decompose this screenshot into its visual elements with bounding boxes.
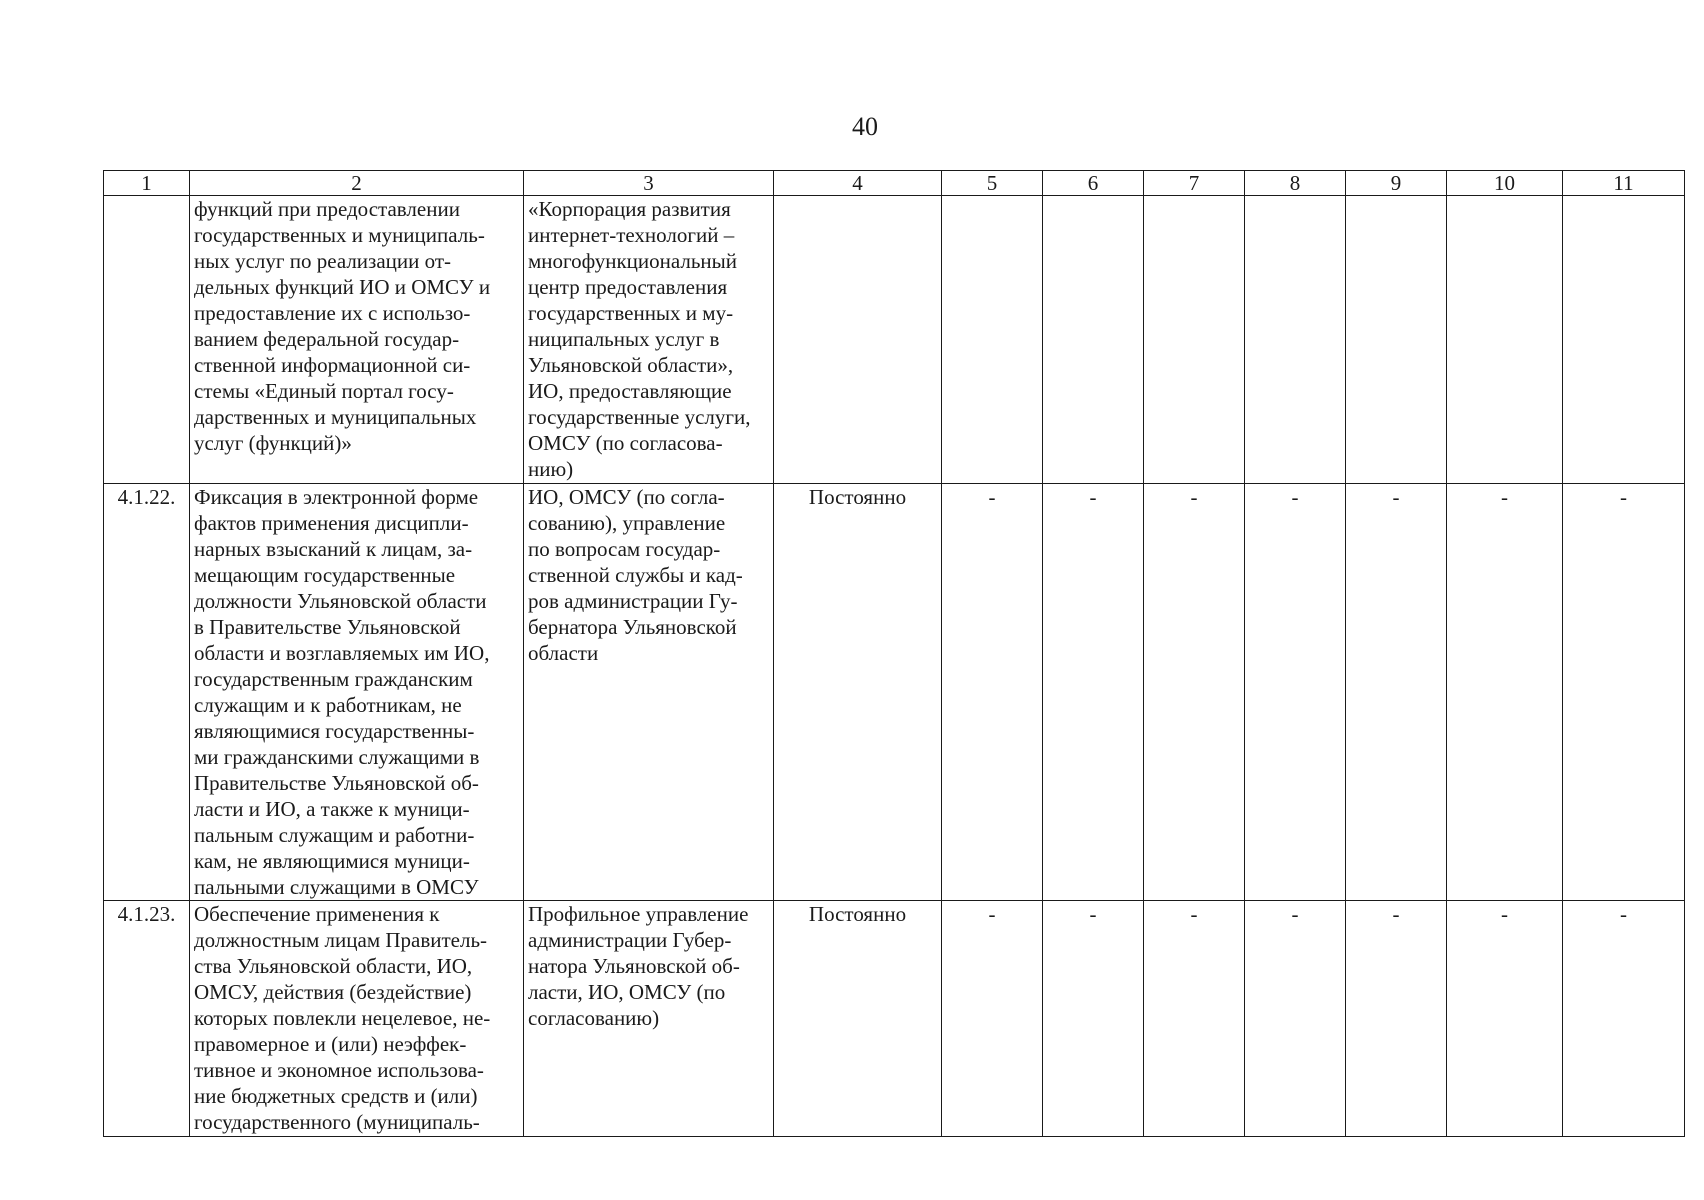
value-cell: - [1447, 901, 1563, 1137]
value-cell [1245, 196, 1346, 484]
column-header: 8 [1245, 171, 1346, 196]
measure-cell: Обеспечение применения к должностным лицам Правитель- ства Ульяновской области, ИО, ОМСУ, действия (бездействие) которых повлекли нецелевое, не- правомерное и (или) неэффек- тивное и экономное использова- ние бюджетных средств и (или) государственного (муниципаль- [190, 901, 524, 1137]
executor-cell: «Корпорация развития интернет-технологий – многофункциональный центр предоставления государственных и му- ниципальных услуг в Ульяновской области», ИО, предоставляющие государственные услуги, ОМСУ (по согласова- нию) [524, 196, 774, 484]
column-header: 6 [1043, 171, 1144, 196]
executor-cell: Профильное управление администрации Губер- натора Ульяновской об- ласти, ИО, ОМСУ (по согласованию) [524, 901, 774, 1137]
value-cell: - [1245, 484, 1346, 901]
measure-cell: функций при предоставлении государственных и муниципаль- ных услуг по реализации от- дельных функций ИО и ОМСУ и предоставление их с использо- ванием федеральной государ- ственной информационной си- стемы «Единый портал госу- дарственных и муниципальных услуг (функций)» [190, 196, 524, 484]
column-header: 5 [942, 171, 1043, 196]
value-cell [1346, 196, 1447, 484]
value-cell: - [942, 901, 1043, 1137]
value-cell [942, 196, 1043, 484]
row-number: 4.1.23. [104, 901, 190, 1137]
value-cell [1447, 196, 1563, 484]
value-cell: - [1144, 901, 1245, 1137]
row-number: 4.1.22. [104, 484, 190, 901]
header-row [104, 171, 1685, 196]
value-cell [1144, 196, 1245, 484]
page-number: 40 [852, 112, 878, 141]
column-header: 11 [1563, 171, 1685, 196]
column-header: 3 [524, 171, 774, 196]
column-header: 10 [1447, 171, 1563, 196]
value-cell: - [1245, 901, 1346, 1137]
column-header: 1 [104, 171, 190, 196]
row-number [104, 196, 190, 484]
value-cell: - [1346, 901, 1447, 1137]
value-cell [1563, 196, 1685, 484]
table-row [104, 901, 1685, 1137]
executor-cell: ИО, ОМСУ (по согла- сованию), управление по вопросам государ- ственной службы и кад- ров администрации Гу- бернатора Ульяновской области [524, 484, 774, 901]
term-cell: Постоянно [774, 484, 942, 901]
value-cell: - [1043, 484, 1144, 901]
value-cell: - [1563, 484, 1685, 901]
value-cell: - [1043, 901, 1144, 1137]
column-header: 4 [774, 171, 942, 196]
value-cell: - [1563, 901, 1685, 1137]
term-cell: Постоянно [774, 901, 942, 1137]
table-row [104, 484, 1685, 901]
value-cell: - [1346, 484, 1447, 901]
term-cell [774, 196, 942, 484]
column-header: 7 [1144, 171, 1245, 196]
value-cell: - [1144, 484, 1245, 901]
measure-cell: Фиксация в электронной форме фактов применения дисципли- нарных взысканий к лицам, за- мещающим государственные должности Ульяновской области в Правительстве Ульяновской области и возглавляемых им ИО, государственным гражданским служащим и к работникам, не являющимися государственны- ми гражданскими служащими в Правительстве Ульяновской об- ласти и ИО, а также к муници- пальным служащим и работни- кам, не являющимися муници- пальными служащими в ОМСУ [190, 484, 524, 901]
table-row [104, 196, 1685, 484]
value-cell [1043, 196, 1144, 484]
value-cell: - [1447, 484, 1563, 901]
column-header: 9 [1346, 171, 1447, 196]
column-header: 2 [190, 171, 524, 196]
measures-table [103, 170, 1685, 1137]
value-cell: - [942, 484, 1043, 901]
